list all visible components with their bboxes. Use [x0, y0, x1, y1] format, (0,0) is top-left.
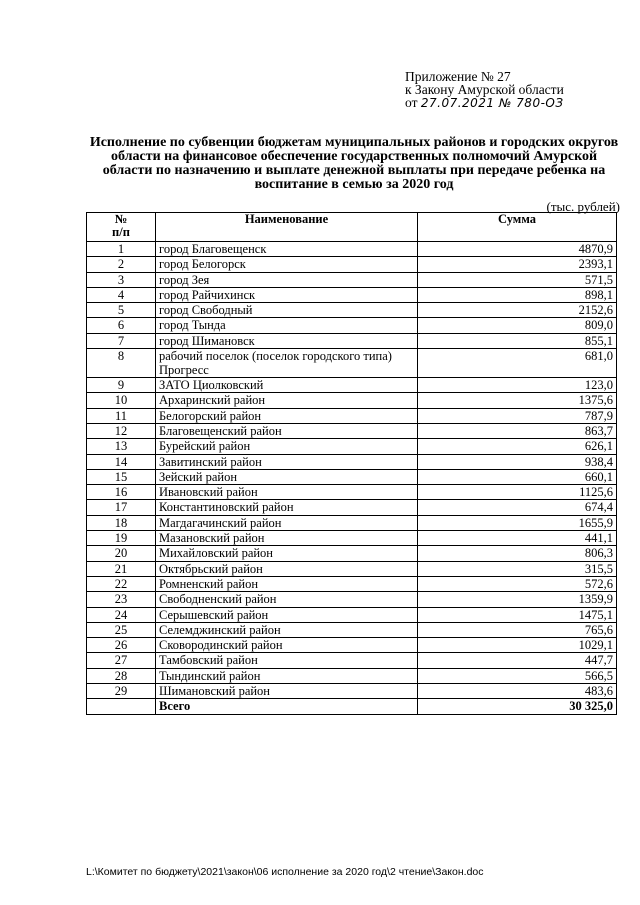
row-sum: 2152,6 — [418, 303, 617, 318]
row-name: Архаринский район — [156, 393, 418, 408]
row-sum: 1475,1 — [418, 607, 617, 622]
row-number: 27 — [87, 653, 156, 668]
table-row — [87, 393, 617, 408]
row-name: Сковородинский район — [156, 638, 418, 653]
table-row — [87, 622, 617, 637]
row-sum: 1359,9 — [418, 592, 617, 607]
row-sum: 681,0 — [418, 349, 617, 378]
row-number: 3 — [87, 272, 156, 287]
row-name: Тамбовский район — [156, 653, 418, 668]
row-name: Серышевский район — [156, 607, 418, 622]
row-sum: 572,6 — [418, 576, 617, 591]
row-number: 11 — [87, 408, 156, 423]
row-name: Ромненский район — [156, 576, 418, 591]
table-row — [87, 531, 617, 546]
row-sum: 447,7 — [418, 653, 617, 668]
table-row — [87, 592, 617, 607]
table-row — [87, 576, 617, 591]
row-sum: 566,5 — [418, 668, 617, 683]
appendix-law-reference: к Закону Амурской области — [405, 82, 564, 97]
row-number: 13 — [87, 439, 156, 454]
row-number: 15 — [87, 469, 156, 484]
row-name: Магдагачинский район — [156, 515, 418, 530]
table-row — [87, 500, 617, 515]
row-name: Шимановский район — [156, 684, 418, 699]
row-number: 17 — [87, 500, 156, 515]
row-name: Бурейский район — [156, 439, 418, 454]
row-name: ЗАТО Циолковский — [156, 378, 418, 393]
row-sum: 1655,9 — [418, 515, 617, 530]
row-number: 20 — [87, 546, 156, 561]
row-sum: 626,1 — [418, 439, 617, 454]
table-row — [87, 546, 617, 561]
row-number: 25 — [87, 622, 156, 637]
row-number: 21 — [87, 561, 156, 576]
row-number: 10 — [87, 393, 156, 408]
row-name: Благовещенский район — [156, 423, 418, 438]
row-name: город Зея — [156, 272, 418, 287]
row-name: город Шимановск — [156, 333, 418, 348]
handwritten-law-date: 27.07.2021 № 780-ОЗ — [420, 96, 564, 110]
row-sum: 660,1 — [418, 469, 617, 484]
row-number: 19 — [87, 531, 156, 546]
table-row — [87, 607, 617, 622]
table-row — [87, 303, 617, 318]
row-sum: 4870,9 — [418, 242, 617, 257]
row-name: Мазановский район — [156, 531, 418, 546]
row-number: 16 — [87, 485, 156, 500]
units-label: (тыс. рублей) — [546, 199, 620, 214]
total-label: Всего — [156, 699, 418, 714]
total-sum: 30 325,0 — [418, 699, 617, 714]
table-header-row — [87, 213, 617, 242]
row-number: 28 — [87, 668, 156, 683]
row-name: рабочий поселок (поселок городского типа) Прогресс — [156, 349, 418, 378]
row-name: город Белогорск — [156, 257, 418, 272]
row-sum: 674,4 — [418, 500, 617, 515]
row-number: 5 — [87, 303, 156, 318]
row-name: город Райчихинск — [156, 287, 418, 302]
row-sum: 855,1 — [418, 333, 617, 348]
row-number: 22 — [87, 576, 156, 591]
row-number: 14 — [87, 454, 156, 469]
table-row — [87, 242, 617, 257]
row-number: 24 — [87, 607, 156, 622]
row-number: 29 — [87, 684, 156, 699]
row-sum: 806,3 — [418, 546, 617, 561]
row-sum: 1029,1 — [418, 638, 617, 653]
row-sum: 809,0 — [418, 318, 617, 333]
row-sum: 1375,6 — [418, 393, 617, 408]
table-row — [87, 638, 617, 653]
row-name: Тындинский район — [156, 668, 418, 683]
row-name: Зейский район — [156, 469, 418, 484]
row-number: 1 — [87, 242, 156, 257]
appendix-header — [405, 70, 564, 110]
table-row — [87, 439, 617, 454]
table-row — [87, 257, 617, 272]
table-row — [87, 378, 617, 393]
table-row — [87, 515, 617, 530]
table-row — [87, 287, 617, 302]
row-name: город Тында — [156, 318, 418, 333]
table-row — [87, 469, 617, 484]
row-number: 9 — [87, 378, 156, 393]
table-row — [87, 684, 617, 699]
appendix-date-prefix: от — [405, 95, 418, 110]
row-name: город Благовещенск — [156, 242, 418, 257]
row-number: 7 — [87, 333, 156, 348]
total-number-cell — [87, 699, 156, 714]
table-row — [87, 408, 617, 423]
row-sum: 765,6 — [418, 622, 617, 637]
row-sum: 315,5 — [418, 561, 617, 576]
row-name: Белогорский район — [156, 408, 418, 423]
row-number: 12 — [87, 423, 156, 438]
table-row — [87, 668, 617, 683]
row-name: Константиновский район — [156, 500, 418, 515]
row-name: Селемджинский район — [156, 622, 418, 637]
table-body — [87, 242, 617, 715]
row-sum: 787,9 — [418, 408, 617, 423]
row-number: 18 — [87, 515, 156, 530]
row-sum: 1125,6 — [418, 485, 617, 500]
row-sum: 2393,1 — [418, 257, 617, 272]
row-name: город Свободный — [156, 303, 418, 318]
row-name: Свободненский район — [156, 592, 418, 607]
table-row — [87, 349, 617, 378]
header-number: № п/п — [87, 213, 156, 242]
row-sum: 938,4 — [418, 454, 617, 469]
table-row — [87, 653, 617, 668]
row-name: Завитинский район — [156, 454, 418, 469]
row-name: Октябрьский район — [156, 561, 418, 576]
row-sum: 123,0 — [418, 378, 617, 393]
row-sum: 571,5 — [418, 272, 617, 287]
row-number: 23 — [87, 592, 156, 607]
table-row — [87, 454, 617, 469]
row-sum: 483,6 — [418, 684, 617, 699]
table-row — [87, 423, 617, 438]
row-name: Ивановский район — [156, 485, 418, 500]
table-row — [87, 561, 617, 576]
file-path-footer: L:\Комитет по бюджету\2021\закон\06 исполнение за 2020 год\2 чтение\Закон.doc — [86, 866, 484, 878]
document-title: Исполнение по субвенции бюджетам муниципальных районов и городских округов области на финансовое обеспечение государственных полномочий Амурской области по назначению и выплате денежной выплаты при передаче ребенка на воспитание в семью за 2020 год — [89, 135, 619, 192]
table-total-row — [87, 699, 617, 714]
table-row — [87, 333, 617, 348]
row-number: 2 — [87, 257, 156, 272]
row-sum: 863,7 — [418, 423, 617, 438]
table-row — [87, 318, 617, 333]
header-name: Наименование — [156, 213, 418, 242]
budget-table — [86, 212, 617, 715]
appendix-number: Приложение № 27 — [405, 69, 511, 84]
row-number: 26 — [87, 638, 156, 653]
row-sum: 898,1 — [418, 287, 617, 302]
row-number: 6 — [87, 318, 156, 333]
appendix-date-line — [405, 96, 564, 110]
row-sum: 441,1 — [418, 531, 617, 546]
table-row — [87, 485, 617, 500]
table-row — [87, 272, 617, 287]
row-number: 8 — [87, 349, 156, 378]
row-number: 4 — [87, 287, 156, 302]
header-sum: Сумма — [418, 213, 617, 242]
row-name: Михайловский район — [156, 546, 418, 561]
